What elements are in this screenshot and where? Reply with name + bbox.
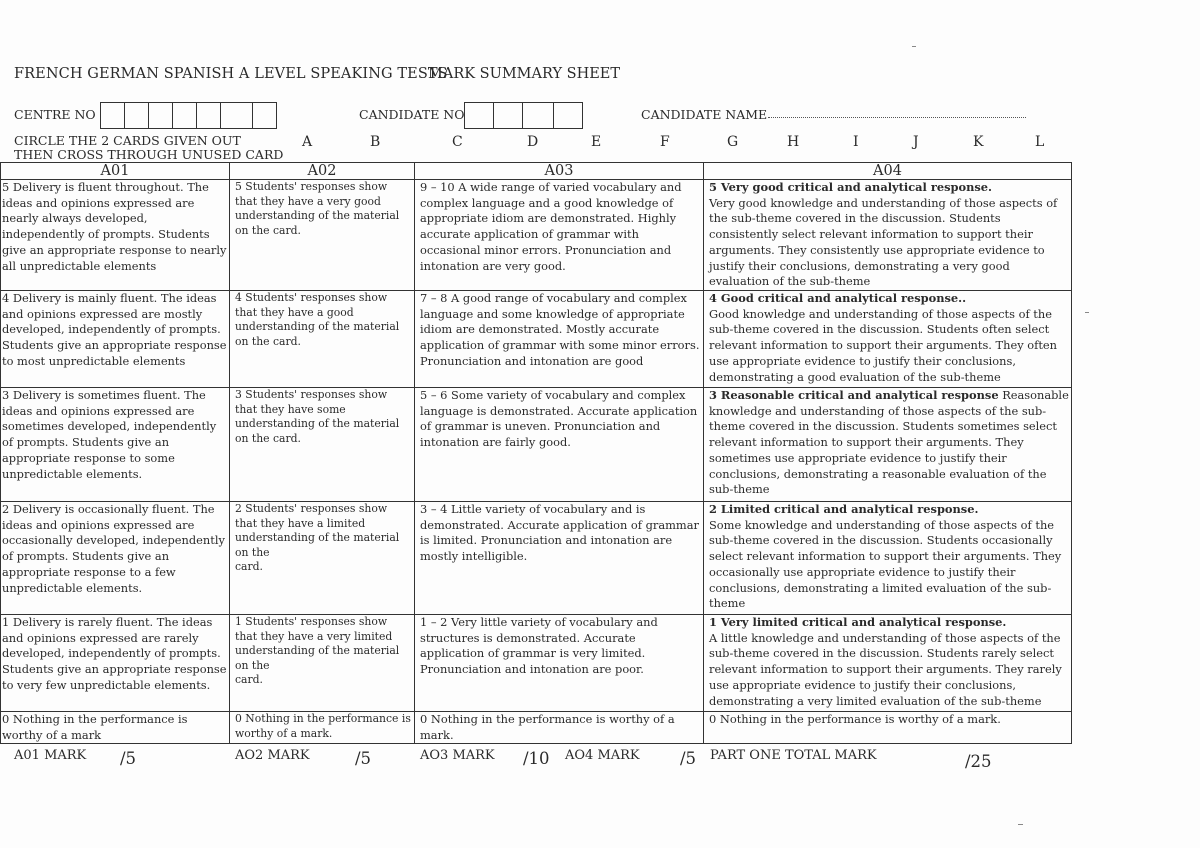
a04-descriptor: Very good knowledge and understanding of those aspects of the sub-theme covered in the discussion. Students consistently select relevant information to support their arguments. They consistently use appropriate evidence to justify their conclusions, demonstrating a very good evaluation of the sub-theme xyxy=(709,195,1058,289)
centre-no-digit-box[interactable] xyxy=(124,102,149,129)
candidate-no-digit-box[interactable] xyxy=(522,102,554,129)
card-letter[interactable]: C xyxy=(452,134,463,150)
card-letter[interactable]: H xyxy=(787,134,800,150)
a03-cell: 1 – 2 Very little variety of vocabulary and structures is demonstrated. Accurate application of grammar is very limited. Pronunciation and intonation are poor. xyxy=(415,615,704,712)
circle-instruction-line1: CIRCLE THE 2 CARDS GIVEN OUT xyxy=(14,133,241,148)
candidate-no-digit-box[interactable] xyxy=(553,102,583,129)
table-row xyxy=(1,615,1072,712)
a04-descriptor: Reasonable knowledge and understanding of those aspects of the sub-theme covered in the discussion. Students sometimes select relevant information to support their arguments. They sometimes use appropriate evidence to justify their conclusions, demonstrating a reasonable evaluation of the sub-theme xyxy=(709,388,1069,497)
candidate-no-digit-box[interactable] xyxy=(493,102,523,129)
a01-cell: 4 Delivery is mainly fluent. The ideas and opinions expressed are mostly developed, independently of prompts. Students give an appropriate response to most unpredictable elements xyxy=(1,291,230,388)
page-title: FRENCH GERMAN SPANISH A LEVEL SPEAKING TESTS xyxy=(14,66,448,82)
card-letter[interactable]: I xyxy=(853,134,859,150)
card-letter[interactable]: J xyxy=(913,134,919,150)
candidate-no-boxes[interactable] xyxy=(465,102,583,129)
a02-cell: 3 Students' responses show that they have some understanding of the material on the card. xyxy=(230,388,415,502)
a03-mark-label: AO3 MARK xyxy=(420,748,495,763)
card-letter[interactable]: A xyxy=(302,134,313,150)
a02-cell: 1 Students' responses show that they have a very limited understanding of the material on the card. xyxy=(230,615,415,712)
centre-no-digit-box[interactable] xyxy=(252,102,277,129)
centre-no-digit-box[interactable] xyxy=(220,102,253,129)
a01-cell: 3 Delivery is sometimes fluent. The ideas and opinions expressed are sometimes developed, independently of prompts. Students give an appropriate response to some unpredictable elements. xyxy=(1,388,230,502)
column-header-a04: A04 xyxy=(704,163,1072,180)
circle-instruction-line2: THEN CROSS THROUGH UNUSED CARD xyxy=(14,147,284,162)
a04-descriptor: Some knowledge and understanding of those aspects of the sub-theme covered in the discussion. Students occasionally select relevant information to support their arguments. They occasionally use appropriate evidence to justify their conclusions, demonstrating a limited evaluation of the sub-theme xyxy=(709,517,1062,611)
a02-cell: 0 Nothing in the performance is worthy of a mark. xyxy=(230,712,415,744)
a04-cell xyxy=(704,502,1072,615)
column-header-a03: A03 xyxy=(415,163,704,180)
page-subtitle: MARK SUMMARY SHEET xyxy=(428,66,621,82)
total-mark-field[interactable]: /25 xyxy=(965,752,992,771)
mark-scheme-table xyxy=(0,162,1072,744)
a04-cell: 0 Nothing in the performance is worthy of a mark. xyxy=(704,712,1072,744)
a01-cell: 2 Delivery is occasionally fluent. The ideas and opinions expressed are occasionally developed, independently of prompts. Students give an appropriate response to a few unpredictable elements. xyxy=(1,502,230,615)
candidate-name-label: CANDIDATE NAME xyxy=(641,107,768,122)
a04-cell xyxy=(704,388,1072,502)
table-row xyxy=(1,502,1072,615)
scan-mark xyxy=(912,46,916,47)
centre-no-digit-box[interactable] xyxy=(100,102,125,129)
a01-cell: 5 Delivery is fluent throughout. The ideas and opinions expressed are nearly always developed, independently of prompts. Students give an appropriate response to nearly all unpredictable elements xyxy=(1,180,230,291)
a03-cell: 9 – 10 A wide range of varied vocabulary and complex language and a good knowledge of appropriate idiom are demonstrated. Highly accurate application of grammar with occasional minor errors. Pronunciation and intonation are very good. xyxy=(415,180,704,291)
a02-mark-field[interactable]: /5 xyxy=(355,749,372,768)
table-row xyxy=(1,388,1072,502)
a04-mark-label: AO4 MARK xyxy=(565,748,640,763)
table-row xyxy=(1,180,1072,291)
card-letter[interactable]: F xyxy=(660,134,670,150)
column-header-a02: A02 xyxy=(230,163,415,180)
table-row xyxy=(1,291,1072,388)
a04-mark-field[interactable]: /5 xyxy=(680,749,697,768)
table-header-row xyxy=(1,163,1072,180)
a04-descriptor: A little knowledge and understanding of those aspects of the sub-theme covered in the discussion. Students rarely select relevant information to support their arguments. They rarely use appropriate evidence to justify their conclusions, demonstrating a very limited evaluation of the sub-theme xyxy=(709,630,1062,708)
centre-no-digit-box[interactable] xyxy=(148,102,173,129)
a01-mark-field[interactable]: /5 xyxy=(120,749,137,768)
a03-cell: 5 – 6 Some variety of vocabulary and complex language is demonstrated. Accurate application of grammar is uneven. Pronunciation and intonation are fairly good. xyxy=(415,388,704,502)
a04-cell xyxy=(704,180,1072,291)
scan-mark xyxy=(1085,312,1089,313)
candidate-no-label: CANDIDATE NO xyxy=(359,107,465,122)
card-letters xyxy=(0,134,1200,154)
a02-cell: 5 Students' responses show that they have a very good understanding of the material on the card. xyxy=(230,180,415,291)
a03-cell: 0 Nothing in the performance is worthy of a mark. xyxy=(415,712,704,744)
a04-level-heading: 1 Very limited critical and analytical response. xyxy=(709,615,1007,629)
a01-cell: 1 Delivery is rarely fluent. The ideas and opinions expressed are rarely developed, independently of prompts. Students give an appropriate response to very few unpredictable elements. xyxy=(1,615,230,712)
candidate-no-digit-box[interactable] xyxy=(464,102,494,129)
centre-no-boxes[interactable] xyxy=(101,102,277,129)
a03-mark-field[interactable]: /10 xyxy=(523,749,550,768)
total-mark-label: PART ONE TOTAL MARK xyxy=(710,748,877,763)
card-letter[interactable]: E xyxy=(591,134,602,150)
a01-mark-label: A01 MARK xyxy=(14,748,87,763)
a04-cell xyxy=(704,291,1072,388)
scan-mark xyxy=(1018,824,1023,825)
a02-cell: 2 Students' responses show that they have a limited understanding of the material on the card. xyxy=(230,502,415,615)
card-letter[interactable]: K xyxy=(973,134,984,150)
a03-cell: 7 – 8 A good range of vocabulary and complex language and some knowledge of appropriate idiom are demonstrated. Mostly accurate application of grammar with some minor errors. Pronunciation and intonation are good xyxy=(415,291,704,388)
a02-mark-label: AO2 MARK xyxy=(235,748,310,763)
a02-cell: 4 Students' responses show that they have a good understanding of the material on the card. xyxy=(230,291,415,388)
candidate-name-field[interactable] xyxy=(768,117,1026,118)
a04-level-heading: 5 Very good critical and analytical response. xyxy=(709,180,992,194)
centre-no-digit-box[interactable] xyxy=(172,102,197,129)
centre-no-label: CENTRE NO xyxy=(14,107,96,122)
table-row xyxy=(1,712,1072,744)
card-letter[interactable]: G xyxy=(727,134,739,150)
a04-level-heading: 2 Limited critical and analytical response. xyxy=(709,502,979,516)
a04-level-heading: 3 Reasonable critical and analytical response xyxy=(709,388,999,402)
card-letter[interactable]: B xyxy=(370,134,381,150)
card-letter[interactable]: D xyxy=(527,134,539,150)
a04-level-heading: 4 Good critical and analytical response.. xyxy=(709,291,967,305)
a01-cell: 0 Nothing in the performance is worthy of a mark xyxy=(1,712,230,744)
a04-cell xyxy=(704,615,1072,712)
a04-descriptor: Good knowledge and understanding of those aspects of the sub-theme covered in the discussion. Students often select relevant information to support their arguments. They often use appropriate evidence to justify their conclusions, demonstrating a good evaluation of the sub-theme xyxy=(709,306,1058,384)
column-header-a01: A01 xyxy=(1,163,230,180)
card-letter[interactable]: L xyxy=(1035,134,1045,150)
centre-no-digit-box[interactable] xyxy=(196,102,221,129)
a03-cell: 3 – 4 Little variety of vocabulary and is demonstrated. Accurate application of grammar is limited. Pronunciation and intonation are mostly intelligible. xyxy=(415,502,704,615)
